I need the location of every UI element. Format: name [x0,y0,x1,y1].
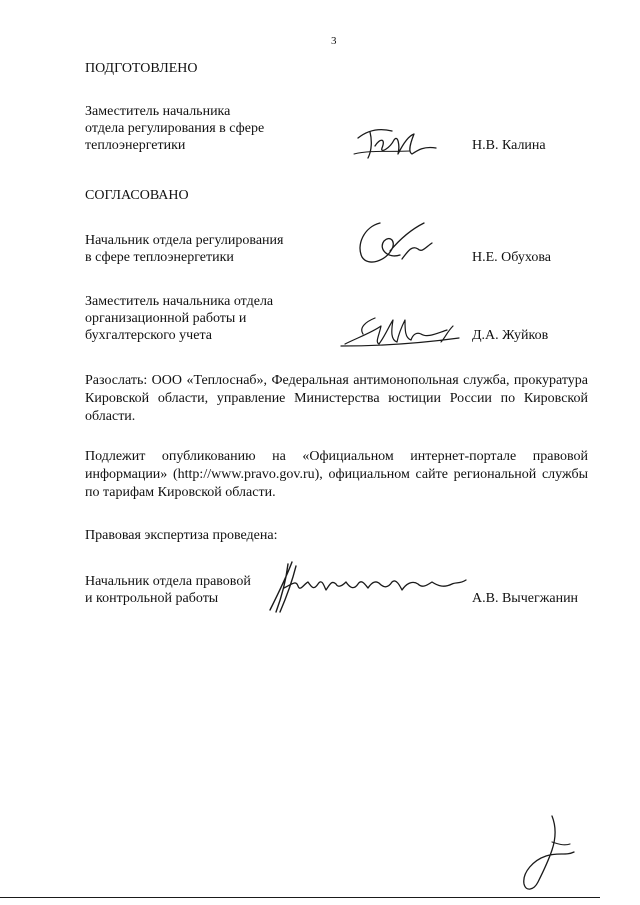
position-line: Заместитель начальника [85,104,231,119]
publication-paragraph: Подлежит опубликованию на «Официальном интернет-портале правовой информации» (http://www.pravo.gov.ru), официальном сайте региональной службы по тарифам Кировской области. [85,449,588,500]
agreed-name: Н.Е. Обухова [472,250,551,265]
agreed-name: Д.А. Жуйков [472,328,549,343]
position-line: теплоэнергетики [85,138,186,153]
position-line: Заместитель начальника отдела [85,294,274,309]
signature-vychegzhanin [262,558,472,614]
signature-kalina [350,118,440,163]
signature-obukhova [350,215,440,270]
position-line: бухгалтерского учета [85,328,212,343]
signature-zhuykov [335,308,470,353]
legal-review-statement: Правовая экспертиза проведена: [85,528,278,543]
legal-review-name: А.В. Вычегжанин [472,591,579,606]
bottom-rule [0,897,600,898]
position-line: и контрольной работы [85,591,219,606]
agreed-heading: СОГЛАСОВАНО [85,188,189,203]
position-line: Начальник отдела регулирования [85,233,284,248]
prepared-heading: ПОДГОТОВЛЕНО [85,61,198,76]
margin-initials [512,812,587,894]
prepared-name: Н.В. Калина [472,138,546,153]
position-line: Начальник отдела правовой [85,574,251,589]
position-line: организационной работы и [85,311,247,326]
page-number: 3 [331,35,337,47]
position-line: отдела регулирования в сфере [85,121,265,136]
distribution-paragraph: Разослать: ООО «Теплоснаб», Федеральная антимонопольная служба, прокуратура Кировской области, управление Министерства юстиции России по Кировской области. [85,373,588,424]
position-line: в сфере теплоэнергетики [85,250,234,265]
